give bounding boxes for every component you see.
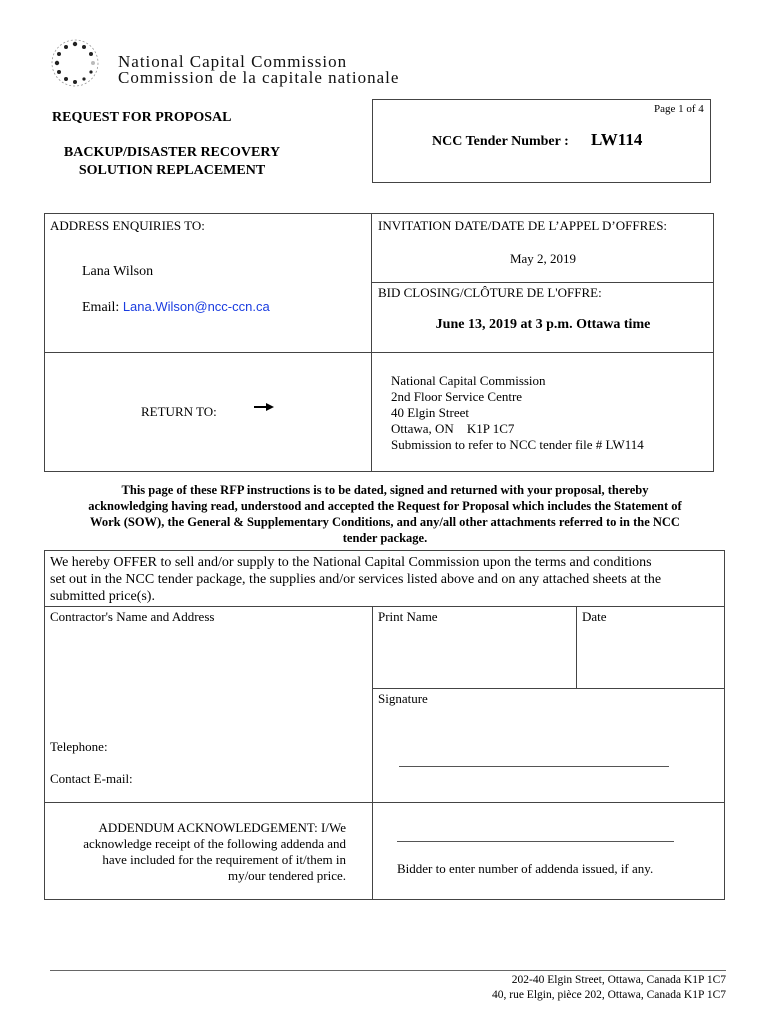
signature-row-divider xyxy=(372,688,725,689)
org-name-en: National Capital Commission xyxy=(118,52,348,71)
return-address-line: Submission to refer to NCC tender file # LW114 xyxy=(391,437,644,452)
instructions-line: tender package. xyxy=(342,531,428,545)
contact-email xyxy=(82,299,270,316)
signature-label: Signature xyxy=(378,691,428,706)
closing-date: June 13, 2019 at 3 p.m. Ottawa time xyxy=(435,317,651,332)
org-name-fr: Commission de la capitale nationale xyxy=(118,68,400,87)
tender-number: LW114 xyxy=(591,130,643,149)
return-address xyxy=(391,373,644,453)
addenda-entry-line[interactable] xyxy=(397,841,674,842)
invitation-divider xyxy=(372,282,714,283)
offer-col-divider xyxy=(372,606,373,802)
offer-line: set out in the NCC tender package, the supplies and/or services listed above and on any attached sheets at the xyxy=(50,572,662,587)
ncc-logo-icon xyxy=(50,38,100,88)
offer-line: We hereby OFFER to sell and/or supply to the National Capital Commission upon the terms and conditions xyxy=(50,555,652,570)
enquiries-label: ADDRESS ENQUIRIES TO: xyxy=(50,218,205,233)
invitation-date: May 2, 2019 xyxy=(509,251,577,266)
addendum-line: my/our tendered price. xyxy=(227,868,346,883)
signature-line[interactable] xyxy=(399,766,669,767)
instructions-line: This page of these RFP instructions is to be dated, signed and returned with your proposal, thereby xyxy=(121,483,649,497)
page-label: Page 1 of 4 xyxy=(654,103,704,115)
doc-type: REQUEST FOR PROPOSAL xyxy=(52,110,232,125)
contact-name: Lana Wilson xyxy=(82,264,154,279)
addendum-row-divider xyxy=(44,802,725,803)
return-address-line: Ottawa, ON K1P 1C7 xyxy=(391,421,515,436)
addendum-line: have included for the requirement of it/them in xyxy=(102,852,346,867)
invitation-label: INVITATION DATE/DATE DE L’APPEL D’OFFRES: xyxy=(378,218,668,233)
addendum-line: ADDENDUM ACKNOWLEDGEMENT: I/We xyxy=(98,820,346,835)
footer-address-fr: 40, rue Elgin, pièce 202, Ottawa, Canada K1P 1C7 xyxy=(492,989,726,1001)
contractor-label: Contractor's Name and Address xyxy=(50,609,215,624)
closing-label: BID CLOSING/CLÔTURE DE L'OFFRE: xyxy=(378,285,602,300)
instructions-line: Work (SOW), the General & Supplementary Conditions, and any/all other attachments referred to in the NCC xyxy=(90,515,680,529)
print-name-label: Print Name xyxy=(378,609,438,624)
addendum-text xyxy=(50,820,346,884)
footer-address xyxy=(300,973,726,1003)
telephone-label: Telephone: xyxy=(50,739,108,754)
return-address-line: National Capital Commission xyxy=(391,373,546,388)
date-col-divider xyxy=(576,606,577,688)
title-line1: BACKUP/DISASTER RECOVERY xyxy=(63,145,281,160)
instructions-line: acknowledging having read, understood and accepted the Request for Proposal which includes the Statement of xyxy=(88,499,682,513)
title-line2: SOLUTION REPLACEMENT xyxy=(78,163,266,178)
date-label: Date xyxy=(582,609,607,624)
addendum-col-divider xyxy=(372,802,373,900)
offer-text xyxy=(50,554,661,605)
email-link[interactable]: Lana.Wilson@ncc-ccn.ca xyxy=(122,299,270,314)
addendum-line: acknowledge receipt of the following addenda and xyxy=(83,836,346,851)
instructions xyxy=(44,482,726,546)
info-grid-row-divider xyxy=(44,352,714,353)
return-address-line: 2nd Floor Service Centre xyxy=(391,389,523,404)
offer-line: submitted price(s). xyxy=(50,589,155,604)
return-address-line: 40 Elgin Street xyxy=(391,405,469,420)
return-label: RETURN TO: xyxy=(141,404,217,419)
email-label: Email: xyxy=(82,300,120,315)
footer-rule xyxy=(50,970,726,971)
contact-email-label: Contact E-mail: xyxy=(50,771,133,786)
footer-address-en: 202-40 Elgin Street, Ottawa, Canada K1P 1C7 xyxy=(511,974,726,986)
offer-row-divider xyxy=(44,606,725,607)
arrow-right-icon xyxy=(254,402,274,412)
tender-label: NCC Tender Number : xyxy=(432,134,569,149)
bidder-note: Bidder to enter number of addenda issued, if any. xyxy=(397,861,654,876)
